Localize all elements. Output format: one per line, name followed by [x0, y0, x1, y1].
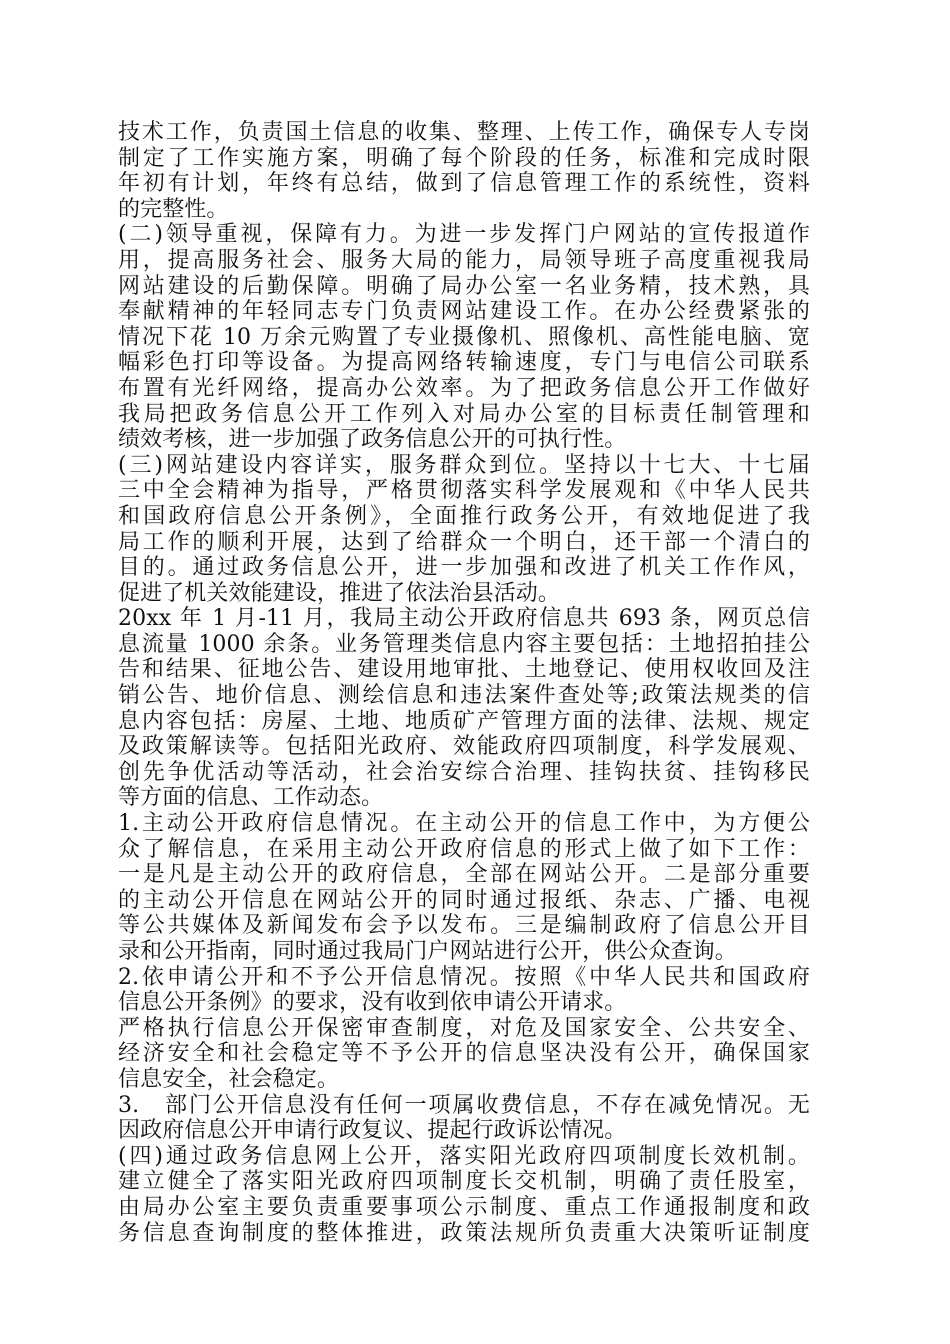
- text-line: 三中全会精神为指导，严格贯彻落实科学发展观和《中华人民共: [118, 478, 810, 504]
- text-line: 的完整性。: [118, 196, 229, 222]
- text-line: 销公告、地价信息、测绘信息和违法案件查处等;政策法规类的信: [118, 683, 810, 709]
- text-line: 等公共媒体及新闻发布会予以发布。三是编制政府了信息公开目: [118, 913, 810, 939]
- text-line: 众了解信息，在采用主动公开政府信息的形式上做了如下工作：: [118, 836, 810, 862]
- text-line: 目的。通过政务信息公开，进一步加强和改进了机关工作作风，: [118, 555, 810, 581]
- text-line: (二)领导重视，保障有力。为进一步发挥门户网站的宣传报道作: [118, 222, 810, 248]
- text-line: 幅彩色打印等设备。为提高网络转输速度，专门与电信公司联系: [118, 350, 810, 376]
- text-line: 网站建设的后勤保障。明确了局办公室一名业务精，技术熟，具: [118, 273, 810, 299]
- text-line: 的主动公开信息在网站公开的同时通过报纸、杂志、广播、电视: [118, 887, 810, 913]
- text-line: 和国政府信息公开条例》，全面推行政务公开，有效地促进了我: [118, 503, 810, 529]
- text-line: 1.主动公开政府信息情况。在主动公开的信息工作中，为方便公: [118, 811, 810, 837]
- text-line: 情况下花 10 万余元购置了专业摄像机、照像机、高性能电脑、宽: [118, 324, 810, 350]
- text-line: 制定了工作实施方案，明确了每个阶段的任务，标准和完成时限: [118, 145, 810, 171]
- text-line: 信息安全，社会稳定。: [118, 1066, 340, 1092]
- text-line: 用，提高服务社会、服务大局的能力，局领导班子高度重视我局: [118, 247, 810, 273]
- text-line: 告和结果、征地公告、建设用地审批、土地登记、使用权收回及注: [118, 657, 810, 683]
- text-line: 信息公开条例》的要求，没有收到依申请公开请求。: [118, 990, 627, 1016]
- text-line: (四)通过政务信息网上公开，落实阳光政府四项制度长效机制。: [118, 1143, 810, 1169]
- text-line: 经济安全和社会稳定等不予公开的信息坚决没有公开，确保国家: [118, 1041, 810, 1067]
- text-line: 等方面的信息、工作动态。: [118, 785, 384, 811]
- text-line: 创先争优活动等活动，社会治安综合治理、挂钩扶贫、挂钩移民: [118, 759, 810, 785]
- text-line: 布置有光纤网络，提高办公效率。为了把政务信息公开工作做好: [118, 375, 810, 401]
- text-line: 奉献精神的年轻同志专门负责网站建设工作。在办公经费紧张的: [118, 299, 810, 325]
- text-line: 由局办公室主要负责重要事项公示制度、重点工作通报制度和政: [118, 1194, 810, 1220]
- text-line: 绩效考核，进一步加强了政务信息公开的可执行性。: [118, 427, 627, 453]
- text-line: 息内容包括：房屋、土地、地质矿产管理方面的法律、法规、规定: [118, 708, 810, 734]
- text-line: 我局把政务信息公开工作列入对局办公室的目标责任制管理和: [118, 401, 810, 427]
- text-line: 年初有计划，年终有总结，做到了信息管理工作的系统性，资料: [118, 171, 810, 197]
- text-line: 3. 部门公开信息没有任何一项属收费信息，不存在减免情况。无: [118, 1092, 810, 1118]
- text-line: 务信息查询制度的整体推进，政策法规所负责重大决策听证制度: [118, 1220, 810, 1246]
- text-line: 建立健全了落实阳光政府四项制度长交机制，明确了责任股室，: [118, 1169, 810, 1195]
- text-line: 一是凡是主动公开的政府信息，全部在网站公开。二是部分重要: [118, 862, 810, 888]
- text-line: 促进了机关效能建设，推进了依法治县活动。: [118, 580, 561, 606]
- text-line: 技术工作，负责国土信息的收集、整理、上传工作，确保专人专岗: [118, 120, 810, 145]
- text-line: 息流量 1000 余条。业务管理类信息内容主要包括：土地招拍挂公: [118, 631, 810, 657]
- text-line: 及政策解读等。包括阳光政府、效能政府四项制度，科学发展观、: [118, 734, 810, 760]
- text-line: (三)网站建设内容详实，服务群众到位。坚持以十七大、十七届: [118, 452, 810, 478]
- text-line: 20xx 年 1 月-11 月，我局主动公开政府信息共 693 条，网页总信: [118, 606, 810, 632]
- document-body: [118, 120, 810, 1246]
- text-line: 严格执行信息公开保密审查制度，对危及国家安全、公共安全、: [118, 1015, 810, 1041]
- text-line: 局工作的顺利开展，达到了给群众一个明白，还干部一个清白的: [118, 529, 810, 555]
- text-line: 2.依申请公开和不予公开信息情况。按照《中华人民共和国政府: [118, 964, 810, 990]
- text-line: 因政府信息公开申请行政复议、提起行政诉讼情况。: [118, 1118, 627, 1144]
- text-line: 录和公开指南，同时通过我局门户网站进行公开，供公众查询。: [118, 939, 737, 964]
